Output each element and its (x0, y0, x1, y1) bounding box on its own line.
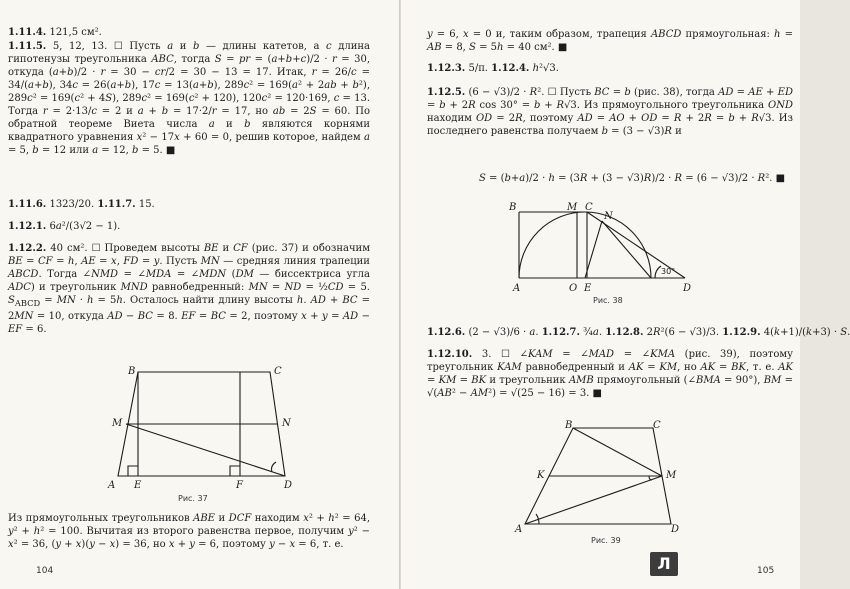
left-page (0, 0, 399, 589)
answer-1-11-6-7: 1.11.6. 1323/20. 1.11.7. 15. (8, 199, 155, 210)
fig37-label-n: N (282, 418, 291, 429)
formula-area-1-12-5: S = (b+a)/2 · h = (3R + (3 − √3)R)/2 · R = (6 − √3)/2 · R². ■ (479, 173, 786, 184)
answer-1-12-3-4: 1.12.3. 5/π. 1.12.4. h²√3. (427, 63, 559, 74)
answers-1-12-6-to-9: 1.12.6. (2 − √3)/6 · a. 1.12.7. ¾a. 1.12.8. 2R²(6 − √3)/3. 1.12.9. 4(k+1)/(k+3) · S. (427, 327, 850, 338)
figure-38 (505, 198, 701, 294)
solution-1-12-2-continued: Из прямоугольных треугольников ABE и DCF находим x² + h² = 64, y² + h² = 100. Вычитая из второго равенства первое, получим y² − x² = 36, (y + x)(y − x) = 36, но x + y = 6, поэтому y − x = 6, т. е. (8, 513, 370, 550)
fig39-label-b: B (565, 420, 573, 431)
bisector-dm (126, 424, 285, 476)
fig37-label-d: D (284, 480, 293, 491)
page-number-right: 105 (757, 566, 775, 576)
fig38-angle-label: 30° (661, 267, 676, 276)
solution-1-11-5: 1.11.5. 5, 12, 13. ☐ Пусть a и b — длины катетов, а c длина гипотенузы треугольника ABC, тогда S = pr = (a+b+c)/2 · r = 30, откуда (a+b)/2 · r = 30 − cr/2 = 30 − 13 = 17. Итак, r = 26/c = 34/(a+b), 34c = 26(a+b), 17c = 13(a+b), 289c² = 169(a² + 2ab + b²), 289c² = 169(c² + 4S), 289c² = 169(c² + 120), 120c² = 120·169, c = 13. Тогда r = 2·13/c = 2 и a + b = 17·2/r = 17, но ab = 2S = 60. По обратной теореме Виета числа a и b являются корнями квадратного уравнения x² − 17x + 60 = 0, решив которое, найдем a = 5, b = 12 или a = 12, b = 5. ■ (8, 41, 371, 156)
fig37-label-f: F (236, 480, 243, 491)
figure-37-caption: Рис. 37 (178, 494, 208, 503)
answer-1-11-4: 1.11.4. 121,5 см². (8, 27, 102, 38)
fig38-label-b: B (509, 202, 517, 213)
fig38-label-n: N (604, 211, 613, 222)
solution-1-12-10: 1.12.10. 3. ☐ ∠KAM = ∠MAD = ∠KMA (рис. 39), поэтому треугольник KAM равнобедренный и AK = KM, но AK = BK, т. е. AK = KM = BK и треугольник AMB прямоугольный (∠BMA = 90°), BM = √(AB² − AM²) = √(25 − 16) = 3. ■ (427, 349, 794, 399)
fig37-label-b: B (128, 366, 136, 377)
fig39-label-d: D (671, 524, 680, 535)
fig37-label-m: M (112, 418, 123, 429)
figure-38-caption: Рис. 38 (593, 296, 623, 305)
fig38-label-d: D (683, 283, 692, 294)
fig37-label-c: C (274, 366, 282, 377)
fig38-label-a: A (513, 283, 521, 294)
fig38-label-c: C (585, 202, 593, 213)
fig39-label-m: M (666, 470, 677, 481)
fig39-label-c: C (653, 420, 661, 431)
page-number-left: 104 (36, 566, 54, 576)
fig38-label-e: E (584, 283, 592, 294)
right-page (401, 0, 850, 589)
fig38-label-m: M (567, 202, 578, 213)
figure-39 (511, 418, 701, 536)
angle-arc-a (536, 514, 539, 524)
publisher-badge: Л (650, 552, 678, 576)
right-angle-e (128, 466, 138, 476)
solution-1-12-2-end: y = 6, x = 0 и, таким образом, трапеция ABCD прямоугольная: h = AB = 8, S = 5h = 40 см². ■ (427, 29, 793, 53)
figure-37 (100, 362, 300, 492)
fig39-label-a: A (515, 524, 523, 535)
segment-bm (573, 428, 662, 476)
fig39-label-k: K (537, 470, 545, 481)
figure-39-caption: Рис. 39 (591, 536, 621, 545)
semicircle (519, 212, 651, 278)
angle-arc-d (272, 462, 277, 472)
fig37-label-e: E (134, 480, 142, 491)
solution-1-12-2: 1.12.2. 40 см². ☐ Проведем высоты BE и CF (рис. 37) и обозначим BE = CF = h, AE = x, FD = y. Пусть MN — средняя линия трапеции ABCD. Тогда ∠NMD = ∠MDA = ∠MDN (DM — биссектриса угла ADC) и треугольник MND равнобедренный: MN = ND = ½CD = 5. $S_{ABCD}$ = MN · h = 5h. Осталось найти длину высоты h. AD + BC = 2MN = 10, откуда AD − BC = 8. EF = BC = 2, поэтому x + y = AD − EF = 6. (8, 243, 371, 335)
right-angle-f (230, 466, 240, 476)
solution-1-12-5: 1.12.5. (6 − √3)/2 · R². ☐ Пусть BC = b (рис. 38), тогда AD = AE + ED = b + 2R cos 30° = b + R√3. Из прямоугольного треугольника OND находим OD = 2R, поэтому AD = AO + OD = R + 2R = b + R√3. Из последнего равенства получаем b = (3 − √3)R и (427, 87, 793, 137)
fig38-label-o: O (569, 283, 578, 294)
fig37-label-a: A (108, 480, 116, 491)
answer-1-12-1: 1.12.1. 6a²/(3√2 − 1). (8, 221, 121, 232)
